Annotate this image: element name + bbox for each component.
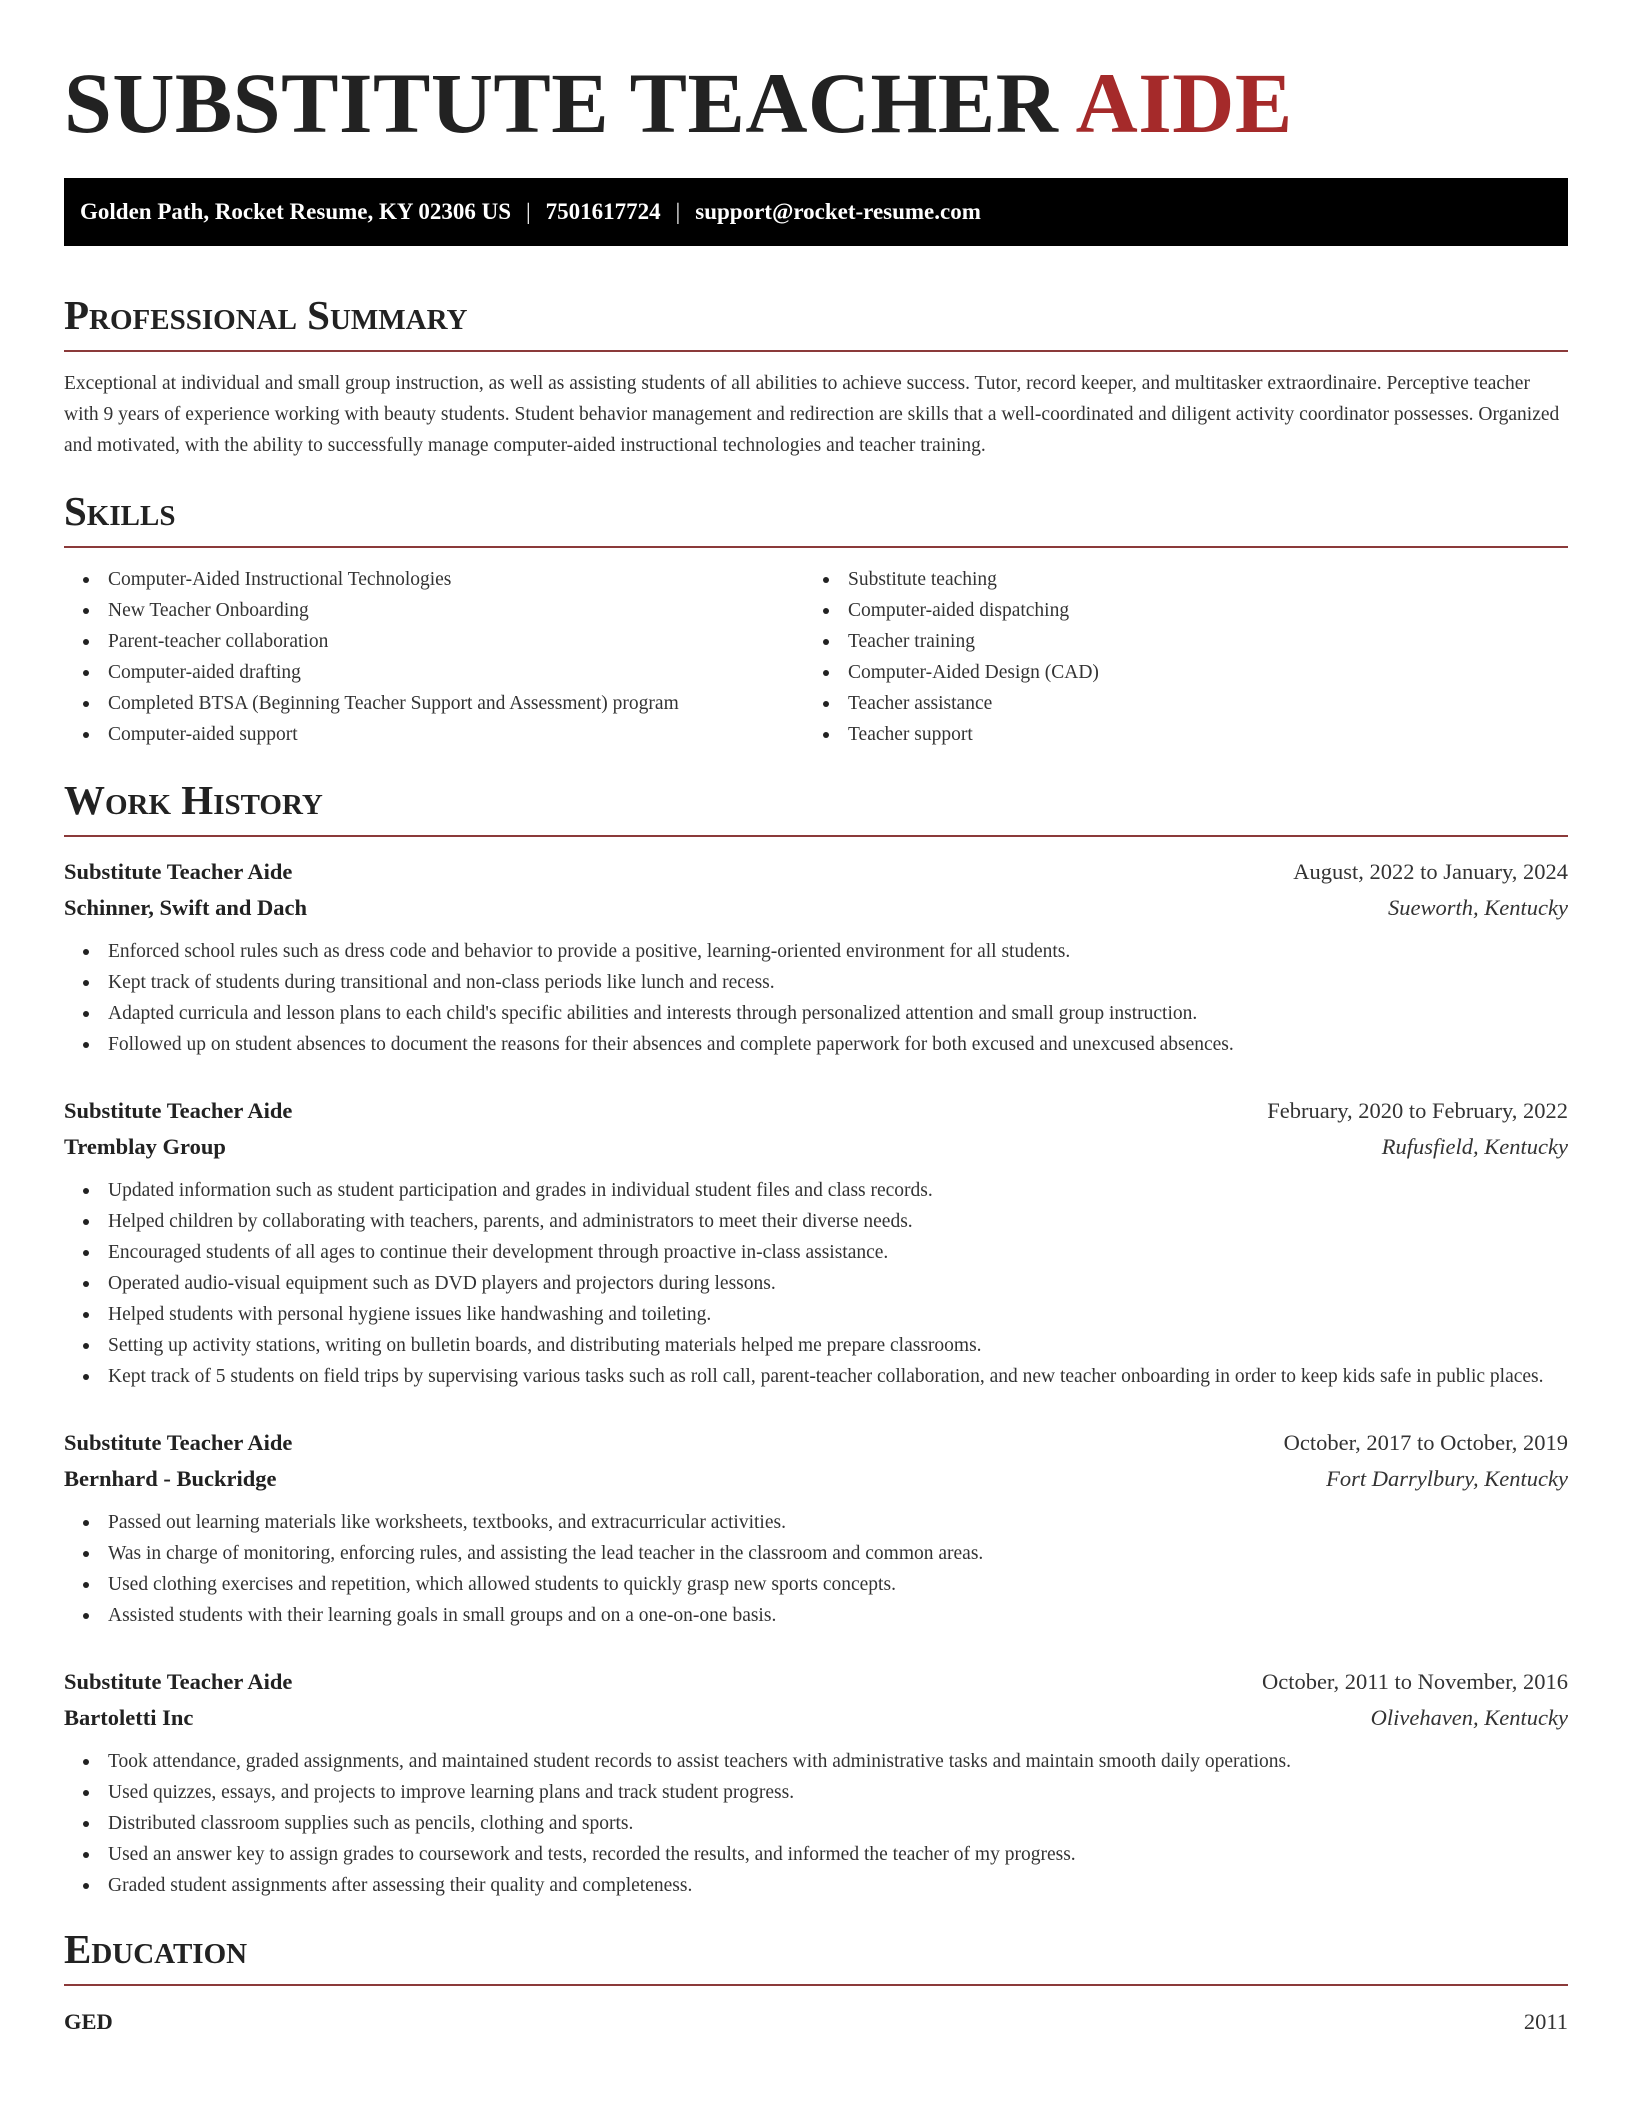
contact-bar <box>64 178 1568 246</box>
job-bullet: Kept track of 5 students on field trips by supervising various tasks such as roll call, parent-teacher collaboration, and new teacher onboarding in order to keep kids safe in public places. <box>64 1361 1568 1392</box>
skills-columns <box>64 564 1568 750</box>
job-bullets <box>64 1175 1568 1392</box>
education-section <box>64 1924 1568 2040</box>
job-company-row <box>64 1700 1568 1736</box>
summary-text: Exceptional at individual and small group instruction, as well as assisting students of all abilities to achieve success. Tutor, record keeper, and multitasker extraordinaire. Perceptive teacher with 9 years of experience working with beauty students. Student behavior management and redirection are skills that a well-coordinated and diligent activity coordinator possesses. Organized and motivated, with the ability to successfully manage computer-aided instructional technologies and teacher training. <box>64 373 1560 456</box>
section-divider <box>64 546 1568 548</box>
work-history-heading: Work History <box>64 777 323 823</box>
job-company-row <box>64 1129 1568 1165</box>
section-divider <box>64 1984 1568 1986</box>
job-bullets <box>64 1746 1568 1901</box>
job-company: Bernhard - Buckridge <box>64 1466 277 1491</box>
work-history-section <box>64 775 1568 1901</box>
job-header-row <box>64 1425 1568 1461</box>
job-entry <box>64 854 1568 1060</box>
job-bullet: Used an answer key to assign grades to coursework and tests, recorded the results, and informed the teacher of my progress. <box>64 1839 1568 1870</box>
job-location: Olivehaven, Kentucky <box>1370 1705 1568 1730</box>
section-divider <box>64 835 1568 837</box>
job-bullet: Kept track of students during transitional and non-class periods like lunch and recess. <box>64 967 1568 998</box>
education-year: 2011 <box>1523 2009 1568 2034</box>
job-bullet: Encouraged students of all ages to continue their development through proactive in-class assistance. <box>64 1237 1568 1268</box>
job-header-row <box>64 1093 1568 1129</box>
contact-email: support@rocket-resume.com <box>695 199 981 224</box>
job-location: Rufusfield, Kentucky <box>1381 1134 1568 1159</box>
skill-item: Computer-Aided Instructional Technologies <box>64 564 804 595</box>
skill-item: Parent-teacher collaboration <box>64 626 804 657</box>
skill-item: Computer-aided support <box>64 719 804 750</box>
job-entry <box>64 1093 1568 1392</box>
skill-item: Computer-aided drafting <box>64 657 804 688</box>
job-company: Tremblay Group <box>64 1134 226 1159</box>
contact-separator: | <box>675 199 681 224</box>
job-dates: October, 2017 to October, 2019 <box>1283 1430 1568 1455</box>
job-company-row <box>64 1461 1568 1497</box>
job-bullet: Used quizzes, essays, and projects to improve learning plans and track student progress. <box>64 1777 1568 1808</box>
job-location: Fort Darrylbury, Kentucky <box>1326 1466 1568 1491</box>
contact-separator: | <box>526 199 531 224</box>
job-bullet: Was in charge of monitoring, enforcing rules, and assisting the lead teacher in the classroom and common areas. <box>64 1538 1568 1569</box>
job-company: Bartoletti Inc <box>64 1705 194 1730</box>
job-bullet: Updated information such as student participation and grades in individual student files and class records. <box>64 1175 1568 1206</box>
job-bullet: Helped students with personal hygiene issues like handwashing and toileting. <box>64 1299 1568 1330</box>
skills-heading: Skills <box>64 488 176 534</box>
job-company: Schinner, Swift and Dach <box>64 895 307 920</box>
job-title: Substitute Teacher Aide <box>64 1430 293 1455</box>
skill-item: Completed BTSA (Beginning Teacher Support and Assessment) program <box>64 688 804 719</box>
job-bullets <box>64 936 1568 1060</box>
contact-address: Golden Path, Rocket Resume, KY 02306 US <box>80 199 512 224</box>
contact-phone: 7501617724 <box>545 199 661 224</box>
education-heading: Education <box>64 1926 248 1972</box>
job-bullet: Took attendance, graded assignments, and maintained student records to assist teachers with administrative tasks and maintain smooth daily operations. <box>64 1746 1568 1777</box>
job-bullet: Graded student assignments after assessing their quality and completeness. <box>64 1870 1568 1901</box>
summary-heading: Professional Summary <box>64 292 468 338</box>
resume-title <box>64 56 1568 150</box>
education-row <box>64 2004 1568 2040</box>
job-bullet: Distributed classroom supplies such as pencils, clothing and sports. <box>64 1808 1568 1839</box>
job-bullet: Passed out learning materials like worksheets, textbooks, and extracurricular activities. <box>64 1507 1568 1538</box>
job-bullets <box>64 1507 1568 1631</box>
job-header-row <box>64 854 1568 890</box>
skills-list-right <box>804 564 1544 750</box>
job-title: Substitute Teacher Aide <box>64 1669 293 1694</box>
skill-item: Substitute teaching <box>804 564 1544 595</box>
skill-item: Computer-aided dispatching <box>804 595 1544 626</box>
job-bullet: Followed up on student absences to document the reasons for their absences and complete paperwork for both excused and unexcused absences. <box>64 1029 1568 1060</box>
skill-item: New Teacher Onboarding <box>64 595 804 626</box>
job-bullet: Helped children by collaborating with teachers, parents, and administrators to meet their diverse needs. <box>64 1206 1568 1237</box>
skill-item: Teacher support <box>804 719 1544 750</box>
job-title: Substitute Teacher Aide <box>64 859 293 884</box>
job-bullet: Assisted students with their learning goals in small groups and on a one-on-one basis. <box>64 1600 1568 1631</box>
job-bullet: Setting up activity stations, writing on bulletin boards, and distributing materials helped me prepare classrooms. <box>64 1330 1568 1361</box>
skills-list-left <box>64 564 804 750</box>
education-degree: GED <box>64 2009 113 2034</box>
job-company-row <box>64 890 1568 926</box>
skill-item: Teacher training <box>804 626 1544 657</box>
skill-item: Teacher assistance <box>804 688 1544 719</box>
title-main: SUBSTITUTE TEACHER <box>64 55 1059 151</box>
job-entry <box>64 1664 1568 1901</box>
job-title: Substitute Teacher Aide <box>64 1098 293 1123</box>
title-accent: AIDE <box>1075 55 1293 151</box>
section-divider <box>64 350 1568 352</box>
job-entry <box>64 1425 1568 1631</box>
job-bullet: Used clothing exercises and repetition, which allowed students to quickly grasp new sports concepts. <box>64 1569 1568 1600</box>
job-bullet: Adapted curricula and lesson plans to each child's specific abilities and interests through personalized attention and small group instruction. <box>64 998 1568 1029</box>
job-dates: August, 2022 to January, 2024 <box>1293 859 1568 884</box>
job-dates: October, 2011 to November, 2016 <box>1261 1669 1568 1694</box>
job-dates: February, 2020 to February, 2022 <box>1267 1098 1568 1123</box>
skill-item: Computer-Aided Design (CAD) <box>804 657 1544 688</box>
job-location: Sueworth, Kentucky <box>1388 895 1568 920</box>
job-bullet: Enforced school rules such as dress code and behavior to provide a positive, learning-oriented environment for all students. <box>64 936 1568 967</box>
job-header-row <box>64 1664 1568 1700</box>
summary-section <box>64 290 1568 461</box>
skills-section <box>64 486 1568 750</box>
job-bullet: Operated audio-visual equipment such as DVD players and projectors during lessons. <box>64 1268 1568 1299</box>
